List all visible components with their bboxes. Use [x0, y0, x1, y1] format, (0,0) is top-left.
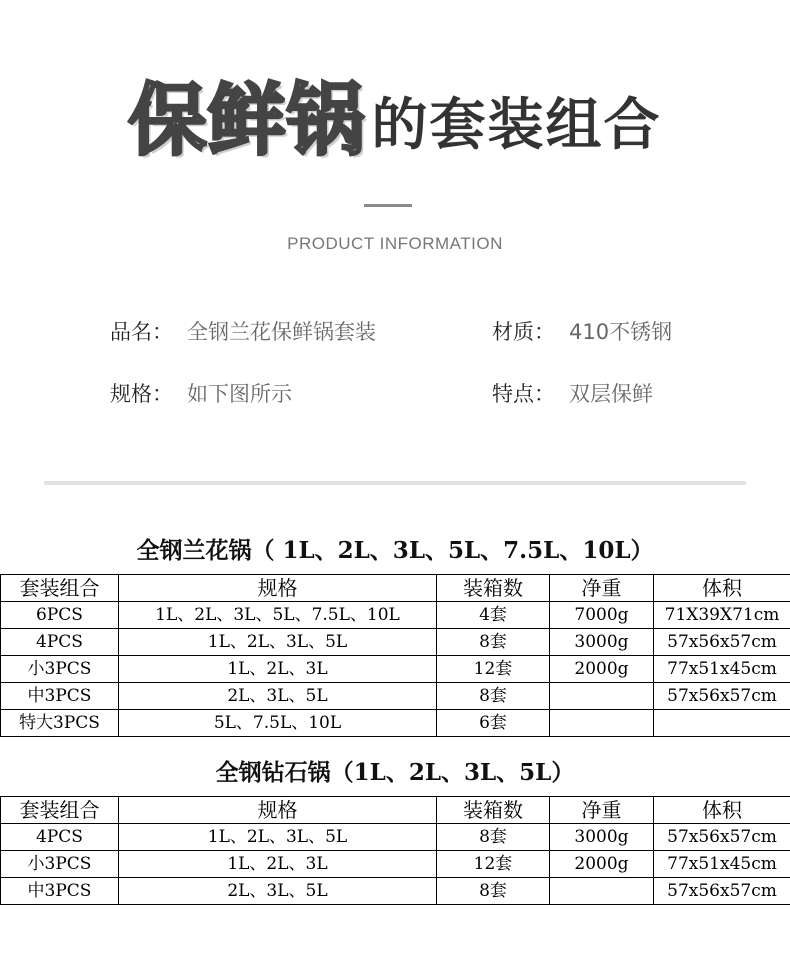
cell-spec: 5L、7.5L、10L [119, 710, 437, 737]
table1-header-net-weight: 净重 [550, 575, 654, 602]
table2-header-spec: 规格 [119, 797, 437, 824]
section-separator [44, 481, 746, 485]
cell-carton-qty: 8套 [437, 878, 550, 905]
cell-combo: 中3PCS [1, 683, 119, 710]
hero-title-rest: 的套装组合 [371, 93, 662, 158]
cell-spec: 1L、2L、3L、5L、7.5L、10L [119, 602, 437, 629]
cell-net-weight: 7000g [550, 602, 654, 629]
info-name-label: 品名： [110, 320, 173, 344]
cell-net-weight [550, 878, 654, 905]
table1-header-volume: 体积 [654, 575, 790, 602]
cell-volume [654, 710, 790, 737]
cell-combo: 小3PCS [1, 656, 119, 683]
info-spec [110, 378, 292, 408]
table2-header-row [1, 797, 790, 824]
cell-combo: 小3PCS [1, 851, 119, 878]
cell-volume: 57x56x57cm [654, 824, 790, 851]
cell-carton-qty: 6套 [437, 710, 550, 737]
hero-divider [364, 204, 412, 207]
table-row [1, 851, 790, 878]
cell-combo: 中3PCS [1, 878, 119, 905]
table1-header-combo: 套装组合 [1, 575, 119, 602]
cell-net-weight [550, 683, 654, 710]
info-feature-value: 双层保鲜 [569, 382, 653, 406]
cell-combo: 4PCS [1, 629, 119, 656]
table2-header-combo: 套装组合 [1, 797, 119, 824]
cell-volume: 57x56x57cm [654, 629, 790, 656]
cell-carton-qty: 8套 [437, 683, 550, 710]
table-row [1, 602, 790, 629]
table2-header-carton-qty: 装箱数 [437, 797, 550, 824]
cell-volume: 71X39X71cm [654, 602, 790, 629]
cell-spec: 1L、2L、3L、5L [119, 824, 437, 851]
info-material-value: 410不锈钢 [569, 320, 673, 344]
cell-combo: 6PCS [1, 602, 119, 629]
table2 [0, 796, 790, 905]
cell-spec: 1L、2L、3L [119, 656, 437, 683]
table-row [1, 683, 790, 710]
table2-header-volume: 体积 [654, 797, 790, 824]
cell-spec: 1L、2L、3L [119, 851, 437, 878]
cell-carton-qty: 4套 [437, 602, 550, 629]
info-material-label: 材质： [492, 320, 555, 344]
info-material [492, 316, 672, 346]
table2-header-net-weight: 净重 [550, 797, 654, 824]
cell-net-weight: 3000g [550, 629, 654, 656]
cell-carton-qty: 12套 [437, 851, 550, 878]
table1-header-carton-qty: 装箱数 [437, 575, 550, 602]
cell-net-weight: 2000g [550, 851, 654, 878]
table1-header-row [1, 575, 790, 602]
cell-carton-qty: 8套 [437, 629, 550, 656]
info-spec-value: 如下图所示 [187, 382, 292, 406]
hero-title [0, 76, 790, 166]
cell-spec: 1L、2L、3L、5L [119, 629, 437, 656]
cell-net-weight: 2000g [550, 656, 654, 683]
table-row [1, 710, 790, 737]
info-name [110, 316, 376, 346]
table-row [1, 824, 790, 851]
table2-title: 全钢钻石锅（1L、2L、3L、5L） [215, 759, 575, 786]
cell-volume: 57x56x57cm [654, 683, 790, 710]
cell-volume: 57x56x57cm [654, 878, 790, 905]
hero-title-outline: 保鲜锅 [128, 76, 366, 166]
cell-net-weight: 3000g [550, 824, 654, 851]
info-name-value: 全钢兰花保鲜锅套装 [187, 320, 376, 344]
table1-title: 全钢兰花锅（ 1L、2L、3L、5L、7.5L、10L） [136, 537, 654, 564]
cell-net-weight [550, 710, 654, 737]
table-row [1, 656, 790, 683]
info-spec-label: 规格： [110, 382, 173, 406]
cell-spec: 2L、3L、5L [119, 878, 437, 905]
cell-spec: 2L、3L、5L [119, 683, 437, 710]
cell-volume: 77x51x45cm [654, 851, 790, 878]
table-row [1, 629, 790, 656]
table1 [0, 574, 790, 737]
cell-carton-qty: 8套 [437, 824, 550, 851]
cell-combo: 4PCS [1, 824, 119, 851]
info-feature-label: 特点： [492, 382, 555, 406]
hero-subtitle: PRODUCT INFORMATION [287, 234, 503, 253]
cell-carton-qty: 12套 [437, 656, 550, 683]
cell-combo: 特大3PCS [1, 710, 119, 737]
info-feature [492, 378, 653, 408]
table1-header-spec: 规格 [119, 575, 437, 602]
cell-volume: 77x51x45cm [654, 656, 790, 683]
table-row [1, 878, 790, 905]
